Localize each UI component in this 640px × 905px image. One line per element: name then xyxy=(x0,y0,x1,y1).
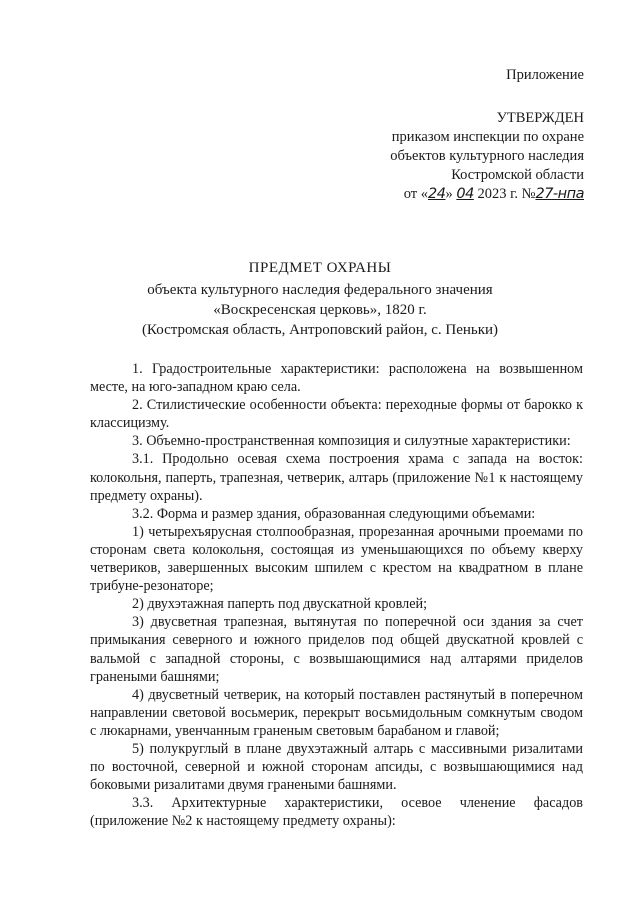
approved-label: УТВЕРЖДЕН xyxy=(496,110,584,126)
appendix-label: Приложение xyxy=(506,67,584,83)
paragraph-3-3: 3.3. Архитектурные характеристики, осевое членение фасадов (приложение №2 к настоящему предмету охраны): xyxy=(90,795,583,830)
order-number: 27-нпа xyxy=(535,186,584,202)
document-title: ПРЕДМЕТ ОХРАНЫ xyxy=(248,260,392,276)
paragraph-3-2-item-2: 2) двухэтажная паперть под двускатной кровлей; xyxy=(132,596,428,613)
paragraph-3-2-item-4: 4) двусветный четверик, на который поставлен растянутый в поперечном направлении световой восьмерик, перекрыт восьмидольным сомкнутым сводом с люкарнами, увенчанным граненым световым барабаном и главой; xyxy=(90,686,583,739)
paragraph-3-2-item-1: 1) четырехъярусная столпообразная, прорезанная арочными проемами по сторонам света колокольня, состоящая из уменьшающихся по объему кверху четвериков, завершенных высоким шпилем с крестом на квадратном в плане трибуне-резонаторе; xyxy=(90,523,583,595)
paragraph-1: 1. Градостроительные характеристики: расположена на возвышенном месте, на юго-западном краю села. xyxy=(90,361,583,396)
title-line-1: объекта культурного наследия федерального значения xyxy=(147,282,493,298)
date-prefix: от « xyxy=(403,186,429,202)
order-line-3: Костромской области xyxy=(451,167,584,183)
paragraph-3: 3. Объемно-пространственная композиция и силуэтные характеристики: xyxy=(132,433,571,450)
date-year: 2023 г. № xyxy=(473,186,536,202)
paragraph-2: 2. Стилистические особенности объекта: переходные формы от барокко к классицизму. xyxy=(90,397,583,432)
order-line-1: приказом инспекции по охране xyxy=(391,129,584,145)
date-month: 04 xyxy=(456,186,474,202)
paragraph-3-2-item-5: 5) полукруглый в плане двухэтажный алтарь с массивными ризалитами по восточной, северной и южной сторонам апсиды, с возвышающимися над боковыми ризалитами двумя гранеными башнями. xyxy=(90,740,583,794)
title-line-2: «Воскресенская церковь», 1820 г. xyxy=(213,302,427,318)
paragraph-3-2-item-3: 3) двусветная трапезная, вытянутая по поперечной оси здания за счет примыкания северного и южного приделов под общей двускатной кровлей с вальмой с западной стороны, с возвышающимися над алтарями приделов гранеными башнями; xyxy=(90,614,583,685)
document-title-block xyxy=(0,258,640,340)
order-date-line xyxy=(390,185,584,204)
order-line-2: объектов культурного наследия xyxy=(390,148,584,164)
date-mid: » xyxy=(445,186,457,202)
approval-header xyxy=(390,66,584,204)
paragraph-3-1: 3.1. Продольно осевая схема построения храма с запада на восток: колокольня, паперть, трапезная, четверик, алтарь (приложение №1 к настоящему предмету охраны). xyxy=(90,451,583,504)
title-line-3: (Костромская область, Антроповский район, с. Пеньки) xyxy=(141,322,499,338)
document-body xyxy=(90,360,583,830)
date-day: 24 xyxy=(428,186,446,202)
paragraph-3-2: 3.2. Форма и размер здания, образованная следующими объемами: xyxy=(132,505,536,522)
